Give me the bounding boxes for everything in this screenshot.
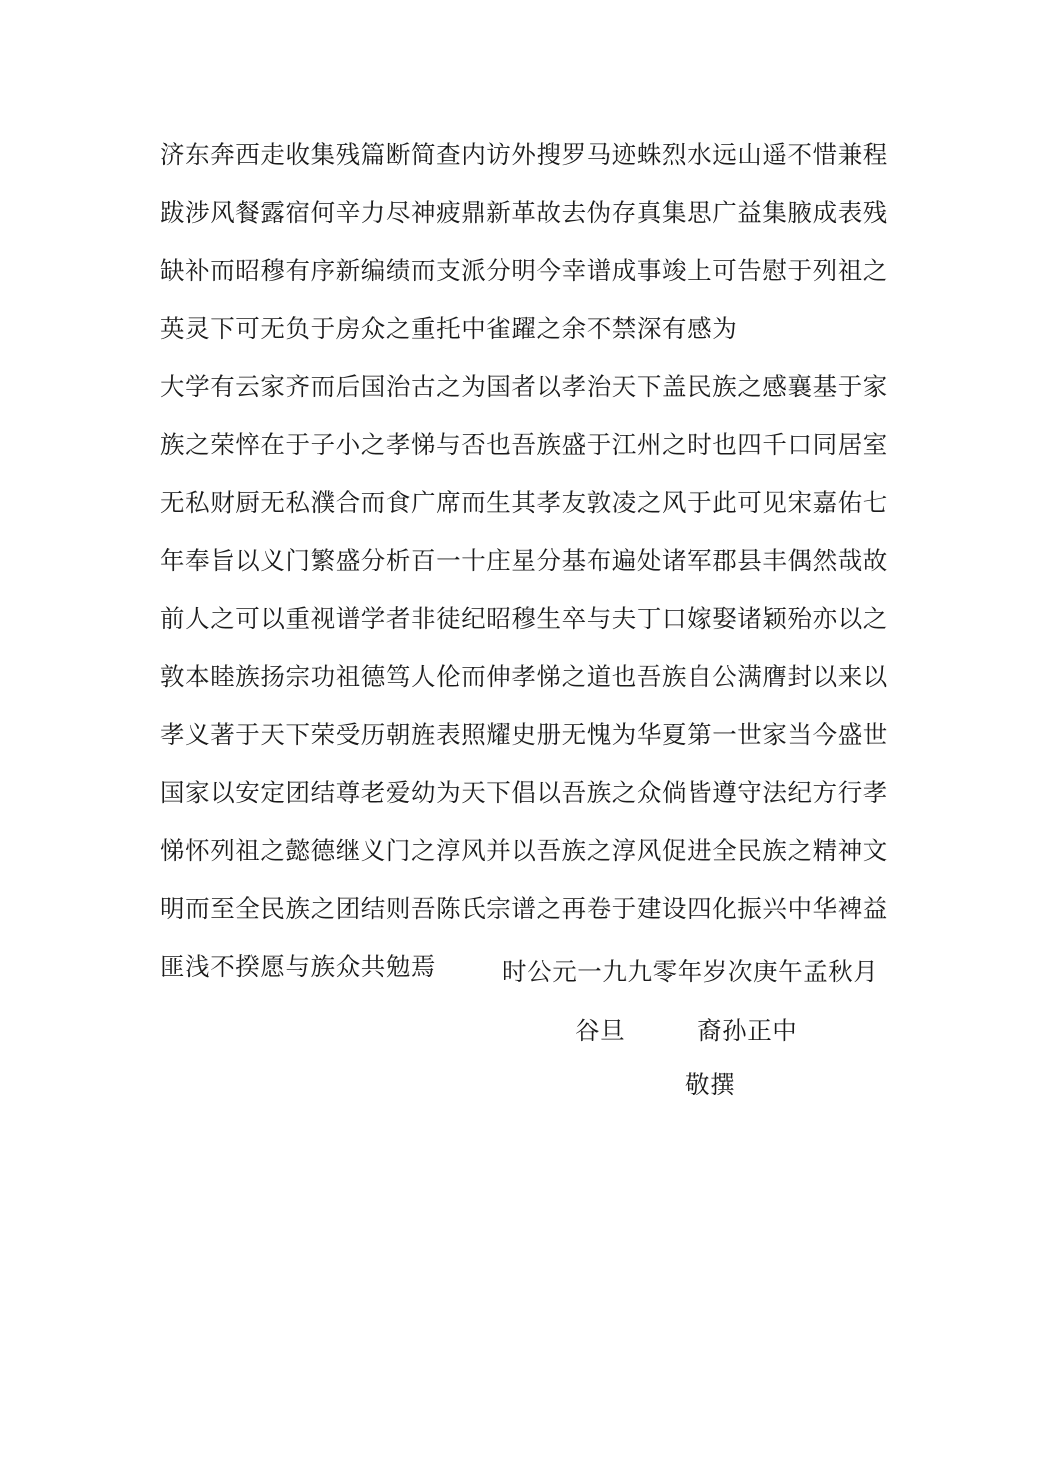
- text-line-12: 国家以安定团结尊老爱幼为天下倡以吾族之众倘皆遵守法纪方行孝: [160, 778, 888, 807]
- text-line-10: 敦本睦族扬宗功祖德笃人伦而伸孝悌之道也吾族自公满膺封以来以: [160, 662, 888, 691]
- text-line-14: 明而至全民族之团结则吾陈氏宗谱之再卷于建设四化振兴中华裨益: [160, 894, 888, 923]
- body-text: [160, 136, 900, 1006]
- text-line-15: 匪浅不揆愿与族众共勉焉: [160, 952, 437, 981]
- text-line-9: 前人之可以重视谱学者非徒纪昭穆生卒与夫丁口嫁娶诸颖殆亦以之: [160, 604, 888, 633]
- text-line-7: 无私财厨无私濮合而食广席而生其孝友敦凌之风于此可见宋嘉佑七: [160, 488, 888, 517]
- text-line-4: 英灵下可无负于房众之重托中雀躍之余不禁深有感为: [160, 314, 738, 343]
- text-line-5: 大学有云家齐而后国治古之为国者以孝治天下盖民族之感襄基于家: [160, 372, 888, 401]
- text-line-3: 缺补而昭穆有序新编绩而支派分明今幸谱成事竣上可告慰于列祖之: [160, 256, 888, 285]
- text-line-1: 济东奔西走收集残篇断简查内访外搜罗马迹蛛烈水远山遥不惜兼程: [160, 140, 888, 169]
- text-line-13: 悌怀列祖之懿德继义门之淳风并以吾族之淳风促进全民族之精神文: [160, 836, 888, 865]
- text-line-2: 跋涉风餐露宿何辛力尽神疲鼎新革故去伪存真集思广益集腋成表残: [160, 198, 888, 227]
- signature-respect: 敬撰: [685, 1070, 736, 1099]
- signature-author: 裔孙正中: [697, 1016, 798, 1045]
- text-line-8: 年奉旨以义门繁盛分析百一十庄星分基布遍处诸军郡县丰偶然哉故: [160, 546, 888, 575]
- signature-place: 谷旦: [575, 1016, 626, 1045]
- text-line-6: 族之荣悴在于子小之孝悌与否也吾族盛于江州之时也四千口同居室: [160, 430, 888, 459]
- text-line-11: 孝义著于天下荣受历朝旌表照耀史册无愧为华夏第一世家当今盛世: [160, 720, 888, 749]
- signature-date: 时公元一九九零年岁次庚午孟秋月: [502, 957, 879, 986]
